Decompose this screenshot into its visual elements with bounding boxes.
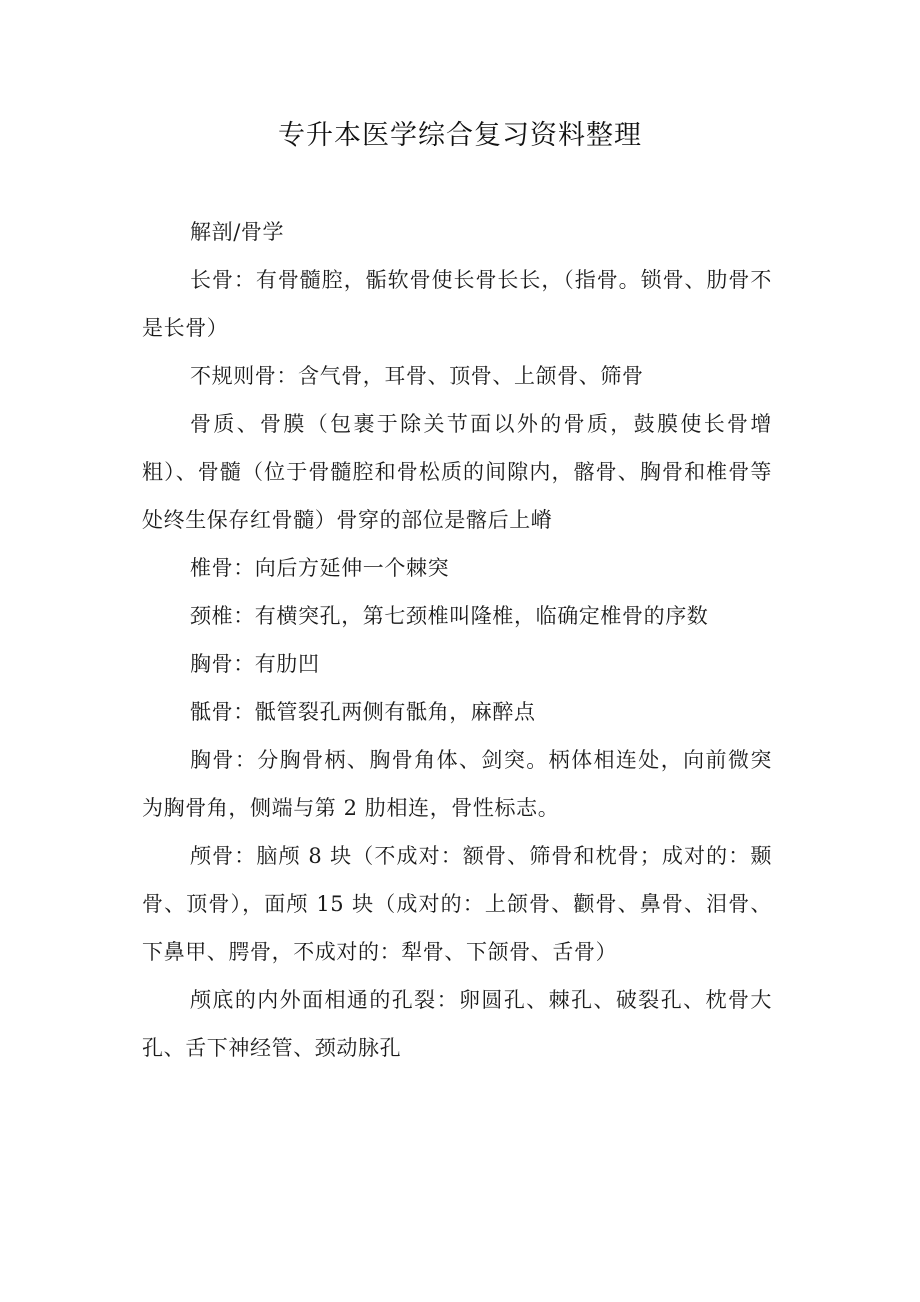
paragraph-section-heading: 解剖/骨学 <box>190 220 285 244</box>
document-title: 专升本医学综合复习资料整理 <box>278 120 642 151</box>
paragraph-skull: 颅骨：脑颅 8 块（不成对：额骨、筛骨和枕骨；成对的：颞骨、顶骨），面颅 15 块（成对的：上颌骨、颧骨、鼻骨、泪骨、下鼻甲、腭骨，不成对的：犁骨、下颌骨、舌骨） <box>142 844 772 964</box>
paragraph-sternum: 胸骨：分胸骨柄、胸骨角体、剑突。柄体相连处，向前微突为胸骨角，侧端与第 2 肋相连，骨性标志。 <box>142 748 772 820</box>
paragraph-irregular-bone: 不规则骨：含气骨，耳骨、顶骨、上颌骨、筛骨 <box>190 364 644 388</box>
paragraph-vertebra: 椎骨：向后方延伸一个棘突 <box>190 556 450 580</box>
paragraph-sacrum: 骶骨：骶管裂孔两侧有骶角，麻醉点 <box>190 700 536 724</box>
paragraph-thoracic-vertebra: 胸骨：有肋凹 <box>190 652 320 676</box>
paragraph-bone-structure: 骨质、骨膜（包裹于除关节面以外的骨质，鼓膜使长骨增粗）、骨髓（位于骨髓腔和骨松质的间隙内，髂骨、胸骨和椎骨等处终生保存红骨髓）骨穿的部位是髂后上嵴 <box>142 412 772 532</box>
paragraph-skull-base-foramina: 颅底的内外面相通的孔裂：卵圆孔、棘孔、破裂孔、枕骨大孔、舌下神经管、颈动脉孔 <box>142 988 772 1060</box>
document-body <box>142 208 772 1072</box>
paragraph-cervical-vertebra: 颈椎：有横突孔，第七颈椎叫隆椎，临确定椎骨的序数 <box>190 604 709 628</box>
paragraph-long-bone: 长骨：有骨髓腔，骺软骨使长骨长长，（指骨。锁骨、肋骨不是长骨） <box>142 268 772 340</box>
